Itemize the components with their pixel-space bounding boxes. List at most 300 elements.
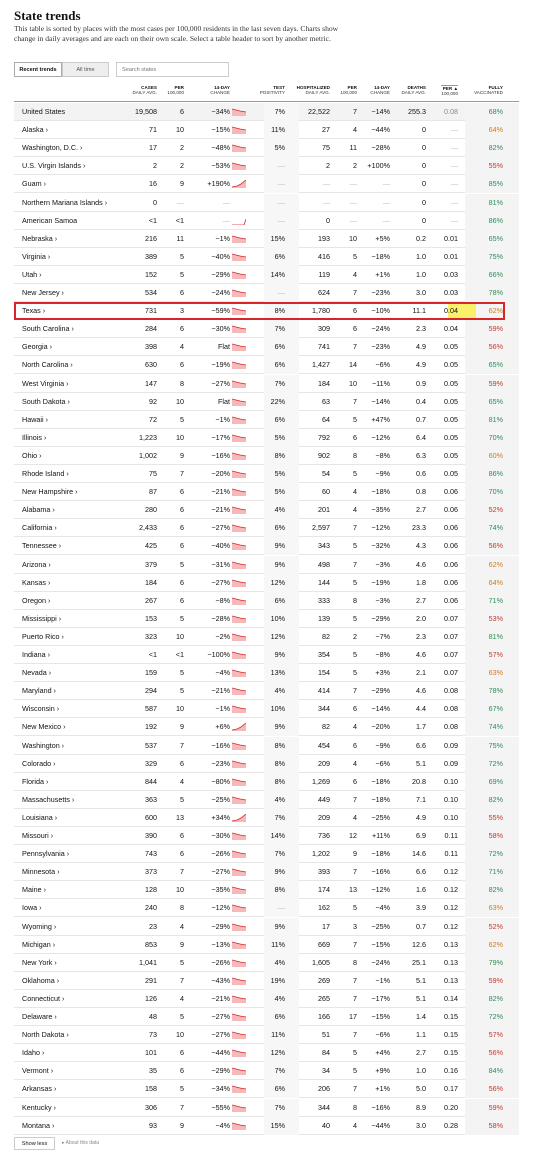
- dpp-cell: 0.17: [444, 1084, 458, 1094]
- hpp-cell: 10: [349, 233, 357, 243]
- test-cell: 6%: [274, 251, 285, 261]
- table-row[interactable]: [14, 501, 519, 519]
- cases-cell: 398: [145, 342, 157, 352]
- hpp-cell: 8: [353, 595, 357, 605]
- sparkline-icon: [232, 524, 246, 532]
- cases-cell: 184: [145, 577, 157, 587]
- table-row[interactable]: [14, 103, 519, 121]
- state-name[interactable]: U.S. Virgin Islands ›: [22, 161, 86, 171]
- about-data-link[interactable]: ▸ About this data: [62, 1140, 99, 1146]
- cases-cell: 731: [145, 306, 157, 316]
- deaths-per-header[interactable]: [441, 85, 458, 97]
- test-cell: 6%: [274, 342, 285, 352]
- cases-cell: 19,508: [135, 107, 157, 116]
- cases-cell: 16: [149, 179, 157, 189]
- cpp-cell: <1: [175, 650, 184, 659]
- table-row[interactable]: [14, 628, 519, 646]
- hpp-cell: 4: [353, 722, 357, 732]
- table-row[interactable]: [14, 230, 519, 248]
- deaths-per-header-label: PER ▲: [442, 86, 458, 91]
- test-cell: 7%: [274, 812, 285, 822]
- cpp-cell: 5: [180, 559, 184, 569]
- cpp-cell: 3: [180, 306, 184, 316]
- hchg-cell: −19%: [371, 577, 390, 587]
- table-row[interactable]: [14, 139, 519, 157]
- test-header[interactable]: [260, 85, 285, 96]
- hchg-cell: −15%: [371, 1012, 390, 1021]
- hpp-cell: 5: [353, 613, 357, 623]
- table-row[interactable]: [14, 121, 519, 139]
- cpp-cell: 5: [180, 686, 184, 696]
- dpp-cell: 0.07: [444, 631, 458, 641]
- cpp-cell: 6: [180, 288, 184, 297]
- state-name[interactable]: Vermont ›: [22, 1066, 54, 1076]
- search-states-input[interactable]: [116, 62, 229, 77]
- state-name[interactable]: Nebraska ›: [22, 233, 58, 243]
- cases-cell: 373: [145, 867, 157, 877]
- state-name[interactable]: Virginia ›: [22, 251, 51, 261]
- sparkline-icon: [232, 162, 246, 170]
- test-cell: 13%: [270, 668, 285, 678]
- deaths-cell: 3.9: [416, 903, 426, 913]
- sparkline-icon: [232, 271, 246, 279]
- dpp-cell: 0.10: [444, 776, 458, 786]
- state-name[interactable]: Idaho ›: [22, 1048, 45, 1058]
- table-row[interactable]: [14, 1117, 519, 1135]
- table-row[interactable]: [14, 827, 519, 845]
- hpp-cell: 8: [353, 957, 357, 967]
- table-row[interactable]: [14, 1099, 519, 1117]
- sparkline-icon: [232, 579, 246, 587]
- table-row[interactable]: [14, 175, 519, 193]
- table-row[interactable]: [14, 465, 519, 483]
- vax-cell: 78%: [488, 288, 503, 297]
- state-name[interactable]: United States: [22, 107, 66, 116]
- table-row[interactable]: [14, 194, 519, 212]
- table-row[interactable]: [14, 755, 519, 773]
- state-name[interactable]: Wisconsin ›: [22, 704, 60, 714]
- table-row[interactable]: [14, 881, 519, 899]
- chg-cell: −27%: [211, 1012, 230, 1021]
- chg-cell: −25%: [211, 794, 230, 804]
- table-row[interactable]: [14, 356, 519, 374]
- deaths-cell: 5.0: [416, 1084, 426, 1094]
- chg-cell: −1%: [215, 414, 230, 424]
- state-name[interactable]: Pennsylvania ›: [22, 849, 70, 859]
- table-row[interactable]: [14, 863, 519, 881]
- state-name[interactable]: Ohio ›: [22, 450, 42, 460]
- state-name[interactable]: Northern Mariana Islands ›: [22, 197, 108, 207]
- state-name[interactable]: Arizona ›: [22, 559, 51, 569]
- sparkline-icon: [232, 615, 246, 623]
- chg-cell: −44%: [211, 1048, 230, 1058]
- state-name[interactable]: Indiana ›: [22, 650, 50, 659]
- state-name[interactable]: Kentucky ›: [22, 1102, 56, 1112]
- hpp-cell: 5: [353, 251, 357, 261]
- dpp-cell: 0.01: [444, 251, 458, 261]
- hpp-cell: 12: [349, 831, 357, 840]
- tab-recent-trends[interactable]: Recent trends: [14, 62, 62, 77]
- vax-cell: 78%: [488, 686, 503, 696]
- cases-cell: 152: [145, 269, 157, 279]
- deaths-cell: 7.1: [416, 794, 426, 804]
- table-row[interactable]: [14, 556, 519, 574]
- vax-cell: 70%: [488, 432, 503, 442]
- hosp-per-header-label: PER: [347, 85, 357, 90]
- state-name[interactable]: Montana ›: [22, 1120, 55, 1130]
- table-row[interactable]: [14, 447, 519, 465]
- cases-header[interactable]: [132, 85, 157, 96]
- state-name[interactable]: Colorado ›: [22, 758, 56, 768]
- state-name[interactable]: Puerto Rico ›: [22, 631, 64, 641]
- state-name[interactable]: Mississippi ›: [22, 613, 62, 623]
- state-name[interactable]: New Mexico ›: [22, 722, 66, 732]
- test-cell: 8%: [274, 450, 285, 460]
- state-name[interactable]: Oregon ›: [22, 595, 51, 605]
- table-row[interactable]: [14, 1080, 519, 1098]
- hchg-cell: −11%: [371, 378, 390, 388]
- state-name[interactable]: Massachusetts ›: [22, 794, 75, 804]
- state-name[interactable]: Tennessee ›: [22, 541, 62, 551]
- table-row[interactable]: [14, 248, 519, 266]
- hpp-cell: 5: [353, 650, 357, 659]
- state-name[interactable]: Illinois ›: [22, 432, 47, 442]
- hchg-cell: −3%: [375, 559, 390, 569]
- vax-cell: 81%: [488, 197, 503, 207]
- vax-cell: 65%: [488, 396, 503, 406]
- cases-cell: 323: [145, 631, 157, 641]
- test-cell: 8%: [274, 885, 285, 895]
- vax-cell: 63%: [488, 668, 503, 678]
- table-row[interactable]: [14, 954, 519, 972]
- state-name[interactable]: Guam ›: [22, 179, 46, 189]
- hosp-cell: 34: [322, 1066, 330, 1076]
- hchg-cell: −24%: [371, 957, 390, 967]
- show-less-button[interactable]: Show less: [14, 1137, 55, 1150]
- table-row[interactable]: [14, 972, 519, 990]
- state-name[interactable]: Washington, D.C. ›: [22, 143, 83, 153]
- dpp-cell: 0.06: [444, 559, 458, 569]
- hosp-cell: 498: [318, 559, 330, 569]
- state-name[interactable]: Wyoming ›: [22, 921, 57, 931]
- hosp-header[interactable]: [297, 85, 330, 96]
- table-row[interactable]: [14, 936, 519, 954]
- test-cell: 4%: [274, 993, 285, 1003]
- vax-cell: 75%: [488, 740, 503, 750]
- cpp-cell: 6: [180, 1066, 184, 1076]
- hosp-cell: 344: [318, 704, 330, 714]
- hpp-cell: 8: [353, 450, 357, 460]
- cpp-cell: 5: [180, 794, 184, 804]
- hpp-cell: 6: [353, 740, 357, 750]
- vax-header[interactable]: [474, 85, 503, 96]
- chg-cell: −80%: [211, 776, 230, 786]
- hpp-cell: 7: [353, 867, 357, 877]
- hchg-cell: −35%: [371, 505, 390, 515]
- deaths-cell: 0.9: [416, 378, 426, 388]
- state-name[interactable]: South Dakota ›: [22, 396, 70, 406]
- state-name[interactable]: Nevada ›: [22, 668, 52, 678]
- vax-cell: 55%: [488, 161, 503, 171]
- table-row[interactable]: [14, 791, 519, 809]
- test-cell: —: [277, 288, 285, 297]
- table-row[interactable]: [14, 1026, 519, 1044]
- state-name[interactable]: South Carolina ›: [22, 324, 74, 334]
- table-row[interactable]: [14, 592, 519, 610]
- cases-cell: 92: [149, 396, 157, 406]
- chg-cell: −31%: [211, 559, 230, 569]
- state-name[interactable]: North Carolina ›: [22, 360, 73, 370]
- hpp-cell: 4: [353, 758, 357, 768]
- test-cell: 12%: [270, 577, 285, 587]
- sparkline-icon: [232, 633, 246, 641]
- table-row[interactable]: [14, 212, 519, 230]
- cases-cell: 537: [145, 740, 157, 750]
- hpp-cell: 5: [353, 668, 357, 678]
- vax-cell: 64%: [488, 577, 503, 587]
- dpp-cell: 0.12: [444, 867, 458, 877]
- test-cell: 7%: [274, 378, 285, 388]
- cases-cell: 294: [145, 686, 157, 696]
- hchg-cell: −18%: [371, 487, 390, 497]
- table-row[interactable]: [14, 918, 519, 936]
- cpp-cell: 6: [180, 523, 184, 533]
- deaths-cell: 4.3: [416, 541, 426, 551]
- dpp-cell: —: [450, 197, 458, 207]
- chg-cell: −16%: [211, 740, 230, 750]
- state-name[interactable]: Alabama ›: [22, 505, 55, 515]
- cases-cell: 101: [145, 1048, 157, 1058]
- table-row[interactable]: [14, 393, 519, 411]
- cases-cell: 35: [149, 1066, 157, 1076]
- table-row[interactable]: [14, 737, 519, 755]
- vax-cell: 59%: [488, 975, 503, 985]
- test-cell: 8%: [274, 758, 285, 768]
- cpp-cell: 6: [180, 849, 184, 859]
- vax-cell: 81%: [488, 631, 503, 641]
- cases-per-header[interactable]: [167, 85, 184, 96]
- test-cell: 9%: [274, 867, 285, 877]
- vax-header-label: FULLY: [488, 85, 503, 90]
- state-name[interactable]: New Hampshire ›: [22, 487, 78, 497]
- table-row[interactable]: [14, 338, 519, 356]
- hosp-cell: 1,780: [312, 306, 330, 316]
- table-row[interactable]: [14, 664, 519, 682]
- sparkline-icon: [232, 705, 246, 713]
- hosp-cell: 2: [326, 161, 330, 171]
- deaths-cell: 20.8: [412, 776, 426, 786]
- state-name[interactable]: Arkansas ›: [22, 1084, 57, 1094]
- dpp-cell: 0.08: [444, 722, 458, 732]
- state-name[interactable]: Oklahoma ›: [22, 975, 60, 985]
- table-footer: [14, 1136, 519, 1152]
- test-cell: 9%: [274, 650, 285, 659]
- state-name[interactable]: Minnesota ›: [22, 867, 60, 877]
- chg-cell: −30%: [211, 324, 230, 334]
- hpp-cell: 3: [353, 921, 357, 931]
- sparkline-icon: [232, 506, 246, 514]
- chg-cell: −40%: [211, 541, 230, 551]
- state-name[interactable]: Washington ›: [22, 740, 65, 750]
- hosp-change-header-label: 14-DAY: [374, 85, 390, 90]
- chg-cell: −34%: [211, 1084, 230, 1094]
- table-row[interactable]: [14, 411, 519, 429]
- state-name[interactable]: Alaska ›: [22, 125, 48, 135]
- hosp-cell: 2,597: [312, 523, 330, 533]
- state-name[interactable]: Florida ›: [22, 776, 49, 786]
- vax-cell: 74%: [488, 722, 503, 732]
- hchg-cell: −6%: [375, 758, 390, 768]
- chg-cell: −27%: [211, 378, 230, 388]
- chg-cell: −100%: [207, 650, 230, 659]
- state-name[interactable]: Michigan ›: [22, 939, 56, 949]
- sparkline-icon: [232, 1013, 246, 1021]
- hosp-per-header[interactable]: [340, 85, 357, 96]
- test-cell: 4%: [274, 686, 285, 696]
- table-row[interactable]: [14, 700, 519, 718]
- test-cell: —: [277, 161, 285, 171]
- chg-cell: −27%: [211, 577, 230, 587]
- state-name[interactable]: Delaware ›: [22, 1012, 57, 1021]
- hpp-cell: 7: [353, 794, 357, 804]
- cpp-cell: 6: [180, 324, 184, 334]
- state-name[interactable]: Iowa ›: [22, 903, 42, 913]
- dpp-cell: 0.09: [444, 740, 458, 750]
- chg-cell: −4%: [215, 1120, 230, 1130]
- sparkline-icon: [232, 1049, 246, 1057]
- test-cell: 9%: [274, 921, 285, 931]
- state-name[interactable]: Maryland ›: [22, 686, 56, 696]
- table-row[interactable]: [14, 682, 519, 700]
- chg-cell: −21%: [211, 487, 230, 497]
- cases-cell: 600: [145, 812, 157, 822]
- state-name[interactable]: Maine ›: [22, 885, 46, 895]
- hosp-cell: 184: [318, 378, 330, 388]
- sparkline-icon: [232, 1122, 246, 1130]
- table-row[interactable]: [14, 1062, 519, 1080]
- state-name[interactable]: California ›: [22, 523, 57, 533]
- sparkline-icon: [232, 868, 246, 876]
- hpp-cell: 7: [353, 396, 357, 406]
- state-name[interactable]: Kansas ›: [22, 577, 51, 587]
- deaths-cell: 0: [422, 197, 426, 207]
- table-row[interactable]: [14, 157, 519, 175]
- hosp-change-header[interactable]: [370, 85, 390, 96]
- state-name[interactable]: Missouri ›: [22, 831, 54, 840]
- table-row[interactable]: [14, 809, 519, 827]
- change-header[interactable]: [210, 85, 230, 96]
- table-row[interactable]: [14, 429, 519, 447]
- table-row[interactable]: [14, 990, 519, 1008]
- table-row[interactable]: [14, 845, 519, 863]
- table-row[interactable]: [14, 537, 519, 555]
- cpp-cell: 2: [180, 161, 184, 171]
- hchg-cell: −10%: [371, 306, 390, 316]
- vax-cell: 82%: [488, 143, 503, 153]
- state-name[interactable]: Hawaii ›: [22, 414, 48, 424]
- state-name[interactable]: Louisiana ›: [22, 812, 58, 822]
- table-row[interactable]: [14, 302, 519, 320]
- table-row[interactable]: [14, 375, 519, 393]
- state-name[interactable]: West Virginia ›: [22, 378, 69, 388]
- deaths-cell: 1.1: [416, 1030, 426, 1040]
- table-row[interactable]: [14, 610, 519, 628]
- cases-cell: 587: [145, 704, 157, 714]
- state-name[interactable]: Georgia ›: [22, 342, 52, 352]
- dpp-cell: —: [450, 179, 458, 189]
- sparkline-icon: [232, 452, 246, 460]
- state-name[interactable]: New York ›: [22, 957, 57, 967]
- dpp-cell: 0.15: [444, 1012, 458, 1021]
- table-row[interactable]: [14, 320, 519, 338]
- hchg-cell: −15%: [371, 939, 390, 949]
- dpp-cell: 0.11: [444, 831, 458, 840]
- chg-cell: −20%: [211, 469, 230, 478]
- table-row[interactable]: [14, 266, 519, 284]
- chg-cell: −27%: [211, 1030, 230, 1040]
- state-name[interactable]: American Samoa: [22, 215, 78, 225]
- state-name[interactable]: Connecticut ›: [22, 993, 65, 1003]
- table-row[interactable]: [14, 483, 519, 501]
- state-name[interactable]: North Dakota ›: [22, 1030, 69, 1040]
- dpp-cell: 0.06: [444, 505, 458, 515]
- state-name[interactable]: Rhode Island ›: [22, 469, 69, 478]
- deaths-cell: 23.3: [412, 523, 426, 533]
- test-cell: 15%: [270, 1120, 285, 1130]
- deaths-header[interactable]: [401, 85, 426, 96]
- hpp-cell: 7: [353, 1084, 357, 1094]
- chg-cell: −27%: [211, 523, 230, 533]
- sparkline-icon: [232, 760, 246, 768]
- vax-cell: 59%: [488, 1102, 503, 1112]
- table-row[interactable]: [14, 1044, 519, 1062]
- hpp-cell: 13: [349, 885, 357, 895]
- cpp-cell: 7: [180, 975, 184, 985]
- tab-all-time[interactable]: All time: [62, 62, 109, 77]
- cases-cell: 329: [145, 758, 157, 768]
- table-row[interactable]: [14, 718, 519, 736]
- vax-cell: 65%: [488, 360, 503, 370]
- table-row[interactable]: [14, 899, 519, 917]
- deaths-cell: 0: [422, 179, 426, 189]
- hchg-cell: +4%: [375, 1048, 390, 1058]
- hosp-cell: 139: [318, 613, 330, 623]
- state-name[interactable]: Texas ›: [22, 306, 46, 316]
- hosp-cell: 354: [318, 650, 330, 659]
- table-row[interactable]: [14, 646, 519, 664]
- deaths-cell: 0.2: [416, 233, 426, 243]
- cpp-cell: 6: [180, 107, 184, 116]
- cpp-cell: 7: [180, 740, 184, 750]
- cpp-cell: 9: [180, 939, 184, 949]
- table-row[interactable]: [14, 773, 519, 791]
- table-row[interactable]: [14, 574, 519, 592]
- deaths-cell: 0.6: [416, 469, 426, 478]
- cpp-cell: 5: [180, 414, 184, 424]
- cases-cell: 71: [149, 125, 157, 135]
- state-name[interactable]: New Jersey ›: [22, 288, 64, 297]
- table-row[interactable]: [14, 284, 519, 302]
- hosp-cell: 154: [318, 668, 330, 678]
- chg-cell: −4%: [215, 668, 230, 678]
- cases-cell: <1: [148, 215, 157, 225]
- hosp-cell: 82: [322, 631, 330, 641]
- state-name[interactable]: Utah ›: [22, 269, 42, 279]
- hpp-cell: 6: [353, 324, 357, 334]
- table-row[interactable]: [14, 519, 519, 537]
- table-row[interactable]: [14, 1008, 519, 1026]
- deaths-cell: 2.7: [416, 595, 426, 605]
